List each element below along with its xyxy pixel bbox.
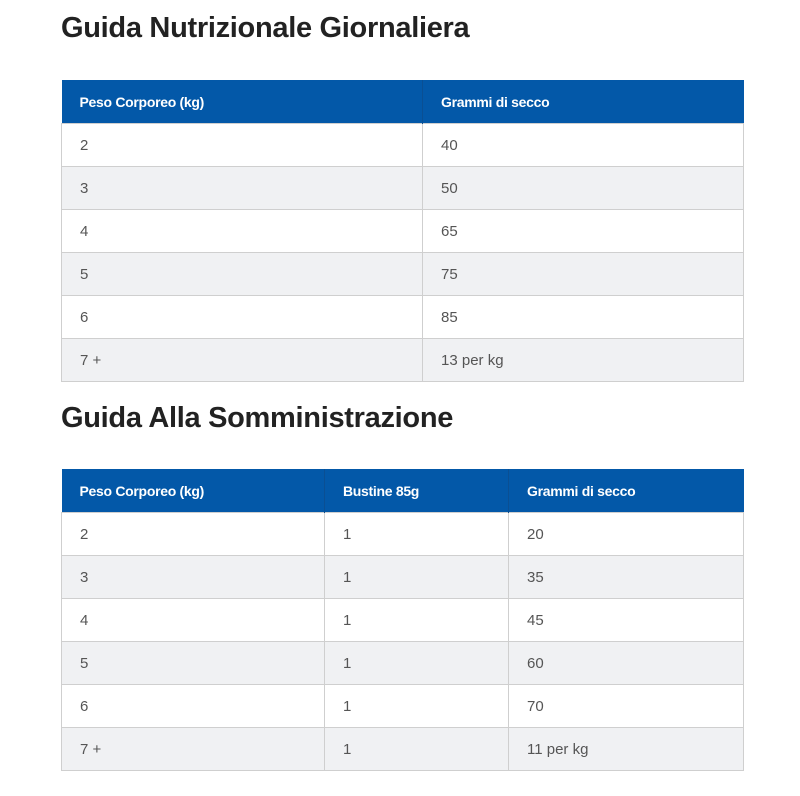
table-row: [62, 296, 744, 339]
cell-dry-grams: 35: [509, 556, 744, 599]
table-header-row: [62, 80, 744, 124]
column-header-dry-grams: Grammi di secco: [423, 80, 744, 124]
cell-sachets: 1: [325, 728, 509, 771]
cell-dry-grams: 13 per kg: [423, 339, 744, 382]
cell-body-weight: 7 +: [62, 339, 423, 382]
cell-body-weight: 5: [62, 642, 325, 685]
table-header-row: [62, 469, 744, 513]
cell-sachets: 1: [325, 513, 509, 556]
cell-dry-grams: 65: [423, 210, 744, 253]
cell-body-weight: 7 +: [62, 728, 325, 771]
cell-dry-grams: 60: [509, 642, 744, 685]
cell-body-weight: 6: [62, 296, 423, 339]
table-row: [62, 556, 744, 599]
table-row: [62, 253, 744, 296]
cell-body-weight: 3: [62, 167, 423, 210]
feeding-guide-title: Guida Alla Somministrazione: [61, 402, 454, 434]
column-header-body-weight: Peso Corporeo (kg): [62, 469, 325, 513]
table-row: [62, 513, 744, 556]
cell-dry-grams: 70: [509, 685, 744, 728]
cell-dry-grams: 85: [423, 296, 744, 339]
cell-dry-grams: 40: [423, 124, 744, 167]
cell-sachets: 1: [325, 642, 509, 685]
column-header-sachets: Bustine 85g: [325, 469, 509, 513]
cell-body-weight: 2: [62, 513, 325, 556]
cell-body-weight: 2: [62, 124, 423, 167]
cell-dry-grams: 50: [423, 167, 744, 210]
column-header-body-weight: Peso Corporeo (kg): [62, 80, 423, 124]
table-row: [62, 642, 744, 685]
cell-dry-grams: 11 per kg: [509, 728, 744, 771]
cell-dry-grams: 75: [423, 253, 744, 296]
table-row: [62, 339, 744, 382]
nutrition-guide-title: Guida Nutrizionale Giornaliera: [61, 12, 470, 44]
table-row: [62, 167, 744, 210]
cell-body-weight: 4: [62, 599, 325, 642]
table-row: [62, 599, 744, 642]
cell-dry-grams: 20: [509, 513, 744, 556]
cell-sachets: 1: [325, 599, 509, 642]
table-row: [62, 728, 744, 771]
column-header-dry-grams: Grammi di secco: [509, 469, 744, 513]
table-row: [62, 210, 744, 253]
cell-sachets: 1: [325, 685, 509, 728]
table-row: [62, 685, 744, 728]
nutrition-guide-table: [61, 80, 744, 382]
cell-body-weight: 6: [62, 685, 325, 728]
cell-body-weight: 4: [62, 210, 423, 253]
feeding-guide-table: [61, 469, 744, 771]
cell-dry-grams: 45: [509, 599, 744, 642]
cell-sachets: 1: [325, 556, 509, 599]
cell-body-weight: 5: [62, 253, 423, 296]
table-row: [62, 124, 744, 167]
cell-body-weight: 3: [62, 556, 325, 599]
